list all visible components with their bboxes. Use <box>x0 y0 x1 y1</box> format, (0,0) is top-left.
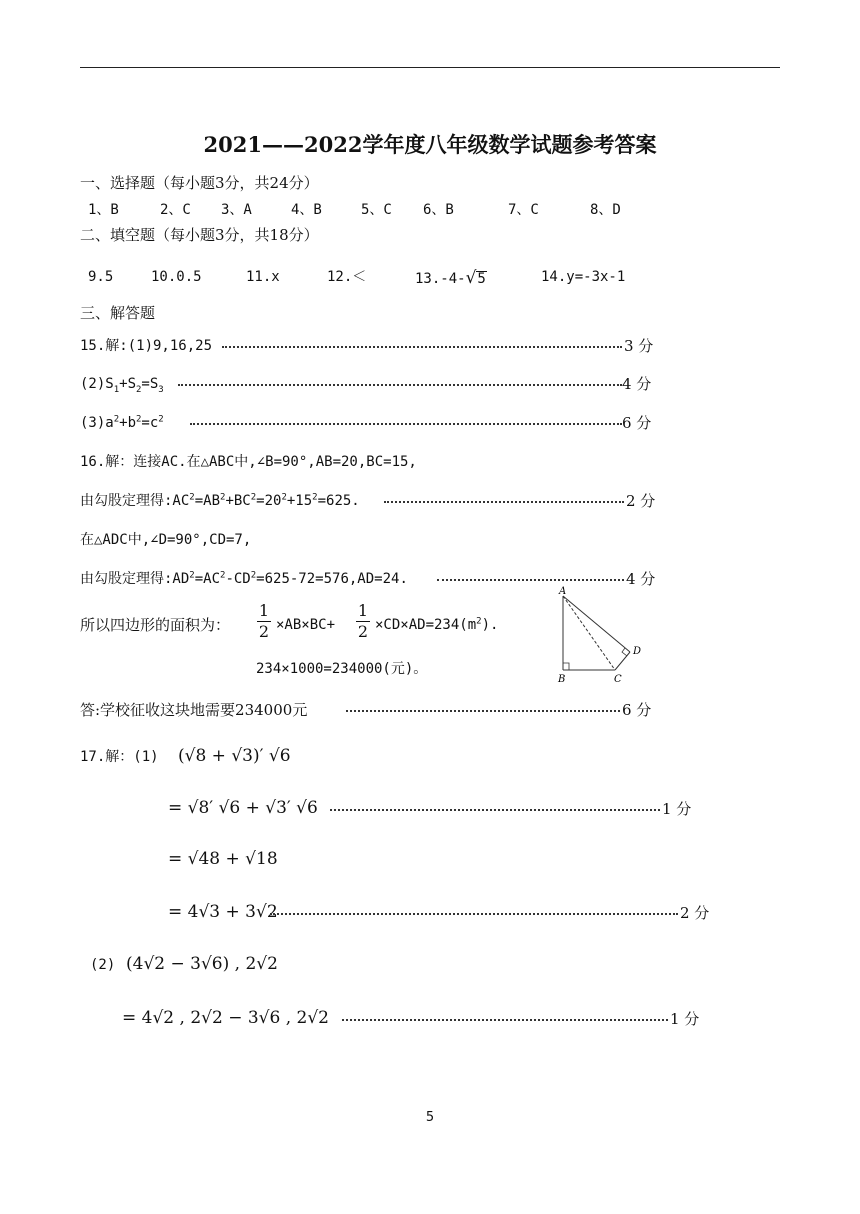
q17-prefix: 17.解：(1) <box>80 749 159 765</box>
header-rule <box>80 67 780 68</box>
choice-answer-7: 7、C <box>508 202 539 218</box>
cost-line: 234×1000=234000(元)。 <box>256 661 428 677</box>
fill-answer-14: 14.y=-3x-1 <box>541 269 626 285</box>
section2-heading: 二、填空题（每小题3分，共18分） <box>80 226 319 244</box>
edge-ad <box>563 596 630 652</box>
q17-leader-3 <box>342 1019 668 1021</box>
fill-answer-9: 9.5 <box>88 269 114 285</box>
q15-leader-1 <box>222 346 622 348</box>
fill-answer-12: 12.＜ <box>327 269 367 285</box>
q17-leader-1 <box>330 809 660 811</box>
q15-score-1: 3 分 <box>624 337 654 355</box>
q16-line1: 16.解：连接AC.在△ABC中,∠B=90°,AB=20,BC=15, <box>80 454 417 470</box>
q16-line4: 由勾股定理得$:AD^2=AC^2-CD^2=625-72=576,AD=24$. <box>80 570 408 587</box>
label-d: D <box>633 646 642 657</box>
q15-score-3: 6 分 <box>622 414 652 432</box>
q15-leader-2 <box>178 384 622 386</box>
q17-score-3: 1 分 <box>670 1010 700 1028</box>
fill-answer-10: 10.0.5 <box>151 269 202 285</box>
q16-line2: 由勾股定理得$:AC^2=AB^2+BC^2=20^2+15^2=625$. <box>80 492 360 509</box>
q15-leader-3 <box>190 423 622 425</box>
right-angle-b <box>563 663 569 670</box>
page-number: 5 <box>425 1110 435 1125</box>
q17-leader-2 <box>270 913 678 915</box>
q17-score-2: 2 分 <box>680 904 710 922</box>
choice-answer-5: 5、C <box>361 202 392 218</box>
choice-answer-8: 8、D <box>590 202 621 218</box>
q16-score-3: 6 分 <box>622 701 652 719</box>
choice-answer-2: 2、C <box>160 202 191 218</box>
area-part1: ×AB×BC+ <box>276 617 336 633</box>
q17-expr1: (√8 + √3)′ √6 <box>178 746 291 766</box>
label-a: A <box>559 586 567 597</box>
q17-step4: = 4√2 , 2√2 − 3√6 , 2√2 <box>122 1008 329 1028</box>
q17-part2-prefix: (2) <box>90 957 116 973</box>
fraction-half-1: $\frac{1}{2}$ <box>258 601 270 641</box>
section3-heading: 三、解答题 <box>80 304 156 322</box>
q15-line1: 15.解:(1)9,16,25 <box>80 338 213 354</box>
quadrilateral-figure <box>548 586 644 686</box>
q17-step1: = √8′ √6 + √3′ √6 <box>168 798 318 818</box>
fill-answer-11: 11.x <box>246 269 280 285</box>
choice-answer-3: 3、A <box>221 202 252 218</box>
q15-line3: $(3)a^2+b^2=c^2$ <box>80 414 164 431</box>
area-prefix: 所以四边形的面积为： <box>80 616 231 634</box>
page-title: 2021——2022学年度八年级数学试题参考答案 <box>203 132 657 157</box>
q16-line3: 在△ADC中,∠D=90°,CD=7, <box>80 532 252 548</box>
q15-score-2: 4 分 <box>622 375 652 393</box>
q17-step2: = √48 + √18 <box>168 849 278 869</box>
q15-line2: $(2)S_1+S_2=S_3$ <box>80 376 164 395</box>
q16-leader-3 <box>346 710 620 712</box>
q16-answer: 答:学校征收这块地需要234000元 <box>80 701 308 719</box>
label-c: C <box>614 674 622 685</box>
section1-heading: 一、选择题（每小题3分，共24分） <box>80 174 319 192</box>
q17-expr2: (4√2 − 3√6) , 2√2 <box>126 954 278 974</box>
edge-cd <box>615 652 630 670</box>
area-part2: $\times CD\times AD=234(m^2)$. <box>375 616 499 633</box>
q16-leader-2 <box>437 579 624 581</box>
label-b: B <box>558 674 566 685</box>
q17-step3: = 4√3 + 3√2 <box>168 902 278 922</box>
q16-leader-1 <box>384 501 624 503</box>
choice-answer-1: 1、B <box>88 202 119 218</box>
choice-answer-4: 4、B <box>291 202 322 218</box>
q16-score-1: 2 分 <box>626 492 656 510</box>
q17-score-1: 1 分 <box>662 800 692 818</box>
fraction-half-2: $\frac{1}{2}$ <box>357 601 369 641</box>
fill-answer-13: 13.-4-√5 <box>415 268 486 288</box>
q16-score-2: 4 分 <box>626 570 656 588</box>
choice-answer-6: 6、B <box>423 202 454 218</box>
